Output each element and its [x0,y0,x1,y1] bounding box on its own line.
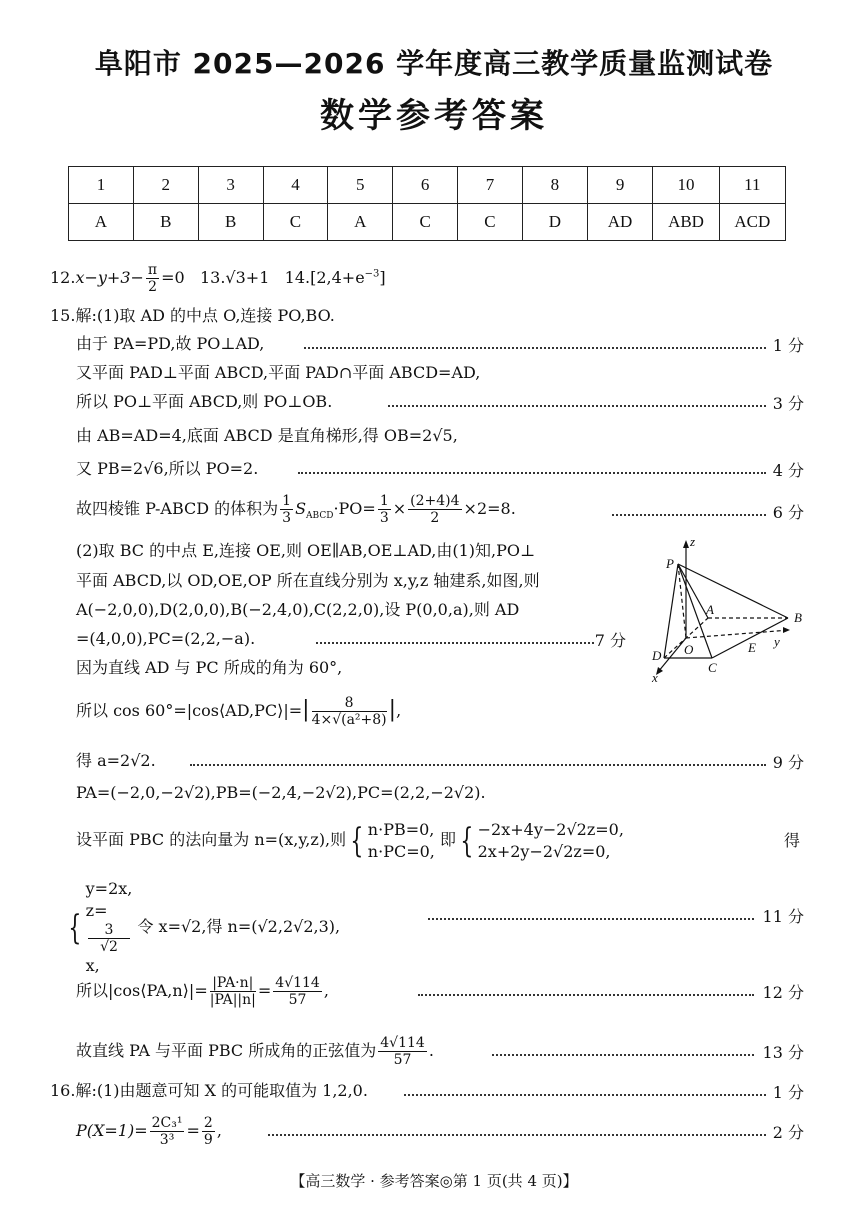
q15-line-11: =(4,0,0),PC=(2,2,−a). [76,629,256,648]
answer-table-answer-cell: D [522,204,587,241]
score-mark: 11 分 [762,907,804,926]
q15-line-15: PA=(−2,0,−2√2),PB=(−2,4,−2√2),PC=(2,2,−2√2). [76,783,486,802]
page-footer: 【高三数学 · 参考答案◎第 1 页(共 4 页)】 [290,1172,578,1190]
leader-dots [404,1094,766,1096]
answer-table-number-cell: 1 [69,167,134,204]
label-e: E [748,640,756,655]
q15-line-9: 平面 ABCD,以 OD,OE,OP 所在直线分别为 x,y,z 轴建系,如图,则 [76,571,540,590]
label-p: P [666,556,674,571]
leader-dots [268,1134,766,1136]
leader-dots [304,347,766,349]
score-mark: 4 分 [772,461,804,480]
label-d: D [652,648,662,663]
label-c: C [708,660,717,675]
answer-table [68,166,786,241]
q15-line-4: 所以 PO⊥平面 ABCD,则 PO⊥OB. [76,392,333,411]
answer-table-number-cell: 7 [458,167,523,204]
answer-table-number-cell: 11 [719,167,785,204]
leader-dots [388,405,766,407]
q12-answer: x−y+3− [75,268,144,287]
answer-table-number-row [69,167,786,204]
page-subtitle: 数学参考答案 [320,96,548,136]
q15-line-1: 15.解:(1)取 AD 的中点 O,连接 PO,BO. [50,306,335,325]
q15-line-12: 因为直线 AD 与 PC 所成的角为 60°, [76,658,343,677]
q15-line-2: 由于 PA=PD,故 PO⊥AD, [76,334,265,353]
q15-line-3: 又平面 PAD⊥平面 ABCD,平面 PAD∩平面 ABCD=AD, [76,363,481,382]
q15-line-16-end: 得 [784,831,801,850]
label-a: A [706,602,714,617]
answer-table-number-cell: 9 [587,167,653,204]
q15-line-10: A(−2,0,0),D(2,0,0),B(−2,4,0),C(2,2,0),设 P(0,0,a),则 AD [76,600,520,619]
answer-table-answer-cell: ABD [653,204,719,241]
answer-table-answer-cell: C [263,204,328,241]
q15-line-17: { y=2x, z= 3 √2 x, 令 x=√2,得 n=(√2,2√2,3), [68,879,341,975]
answer-table-answer-cell: A [69,204,134,241]
label-o: O [684,642,694,657]
leader-dots [190,764,766,766]
label-b: B [794,610,802,625]
leader-dots [418,994,754,996]
q15-line-8: (2)取 BC 的中点 E,连接 OE,则 OE∥AB,OE⊥AD,由(1)知,PO⊥ [76,541,536,560]
answer-table-answer-row [69,204,786,241]
edge-pa [678,564,708,618]
answer-table-answer-cell: ACD [719,204,785,241]
q12-14-line: 12.x−y+3− $\frac{\pi}{2}$ =0 13.√3+1 $14.[2,4+e^{-3}]$ [50,262,386,295]
answer-table-number-cell: 10 [653,167,719,204]
answer-table-number-cell: 2 [133,167,198,204]
answer-table-answer-cell: C [393,204,458,241]
label-y: y [774,634,780,649]
leader-dots [612,514,766,516]
q15-line-7: 故四棱锥 P-ABCD 的体积为 $\frac{1}{3}$ $S_{ABCD}\cdot PO=$ $\frac{1}{3}$ × $\frac{(2+4)4}{2}$ ×2=8. [76,493,516,526]
q13-answer: 13.√3+1 [199,268,270,287]
q15-line-5: 由 AB=AD=4,底面 ABCD 是直角梯形,得 OB=2√5, [76,426,458,445]
q15-line-16: 设平面 PBC 的法向量为 n=(x,y,z),则 { n·PB=0, n·PC=0, 即 { −2x+4y−2√2z=0, 2x+2y−2√2z=0, [76,819,624,861]
y-arrow [783,627,790,633]
q16-line-2: P(X=1)= $\frac{\text{2C₃¹}}{\text{3³}}$ = $\frac{2}{9}$ , [76,1115,222,1148]
answer-table-answer-cell: B [133,204,198,241]
q12-fraction: $\frac{\pi}{2}$ [147,262,158,295]
score-mark: 7 分 [594,631,626,650]
x-axis [658,638,686,672]
score-mark: 9 分 [772,753,804,772]
score-mark: 1 分 [772,1083,804,1102]
answer-table-number-cell: 4 [263,167,328,204]
pyramid-figure [640,534,810,684]
answer-table-answer-cell: B [198,204,263,241]
answer-table-answer-cell: AD [587,204,653,241]
answer-table-number-cell: 8 [522,167,587,204]
q15-line-19: 故直线 PA 与平面 PBC 所成角的正弦值为 $\frac{4√114}{57}$ . [76,1035,434,1068]
score-mark: 6 分 [772,503,804,522]
z-arrow [683,540,689,548]
leader-dots [316,642,594,644]
score-mark: 1 分 [772,336,804,355]
q15-line-14: 得 a=2√2. [76,751,156,770]
leader-dots [492,1054,754,1056]
leader-dots [428,918,754,920]
leader-dots [298,472,766,474]
page-title: 阜阳市 2025—2026 学年度高三教学质量监测试卷 [94,47,774,80]
answer-table-number-cell: 3 [198,167,263,204]
answer-table-number-cell: 6 [393,167,458,204]
answer-table-answer-cell: A [328,204,393,241]
q14-answer: 14.[2,4+e [284,268,365,287]
q15-line-13: 所以 cos 60°=|cos⟨AD,PC⟩|=| $\frac{8}{\text{4×√(a²+8)}}$ |, [76,695,402,728]
q16-line-1: 16.解:(1)由题意可知 X 的可能取值为 1,2,0. [50,1081,368,1100]
answer-table-number-cell: 5 [328,167,393,204]
score-mark: 13 分 [762,1043,804,1062]
q15-line-6: 又 PB=2√6,所以 PO=2. [76,459,259,478]
label-z: z [690,534,696,549]
score-mark: 12 分 [762,983,804,1002]
edge-pd [664,564,678,658]
score-mark: 3 分 [772,394,804,413]
q15-line-18: 所以|cos⟨PA,n⟩|= $\frac{|PA\cdot n|}{|PA||n|}$ = $\frac{4√114}{57}$ , [76,975,329,1008]
answer-table-answer-cell: C [458,204,523,241]
score-mark: 2 分 [772,1123,804,1142]
q12-label: 12. [50,268,76,287]
label-x: x [652,670,658,684]
